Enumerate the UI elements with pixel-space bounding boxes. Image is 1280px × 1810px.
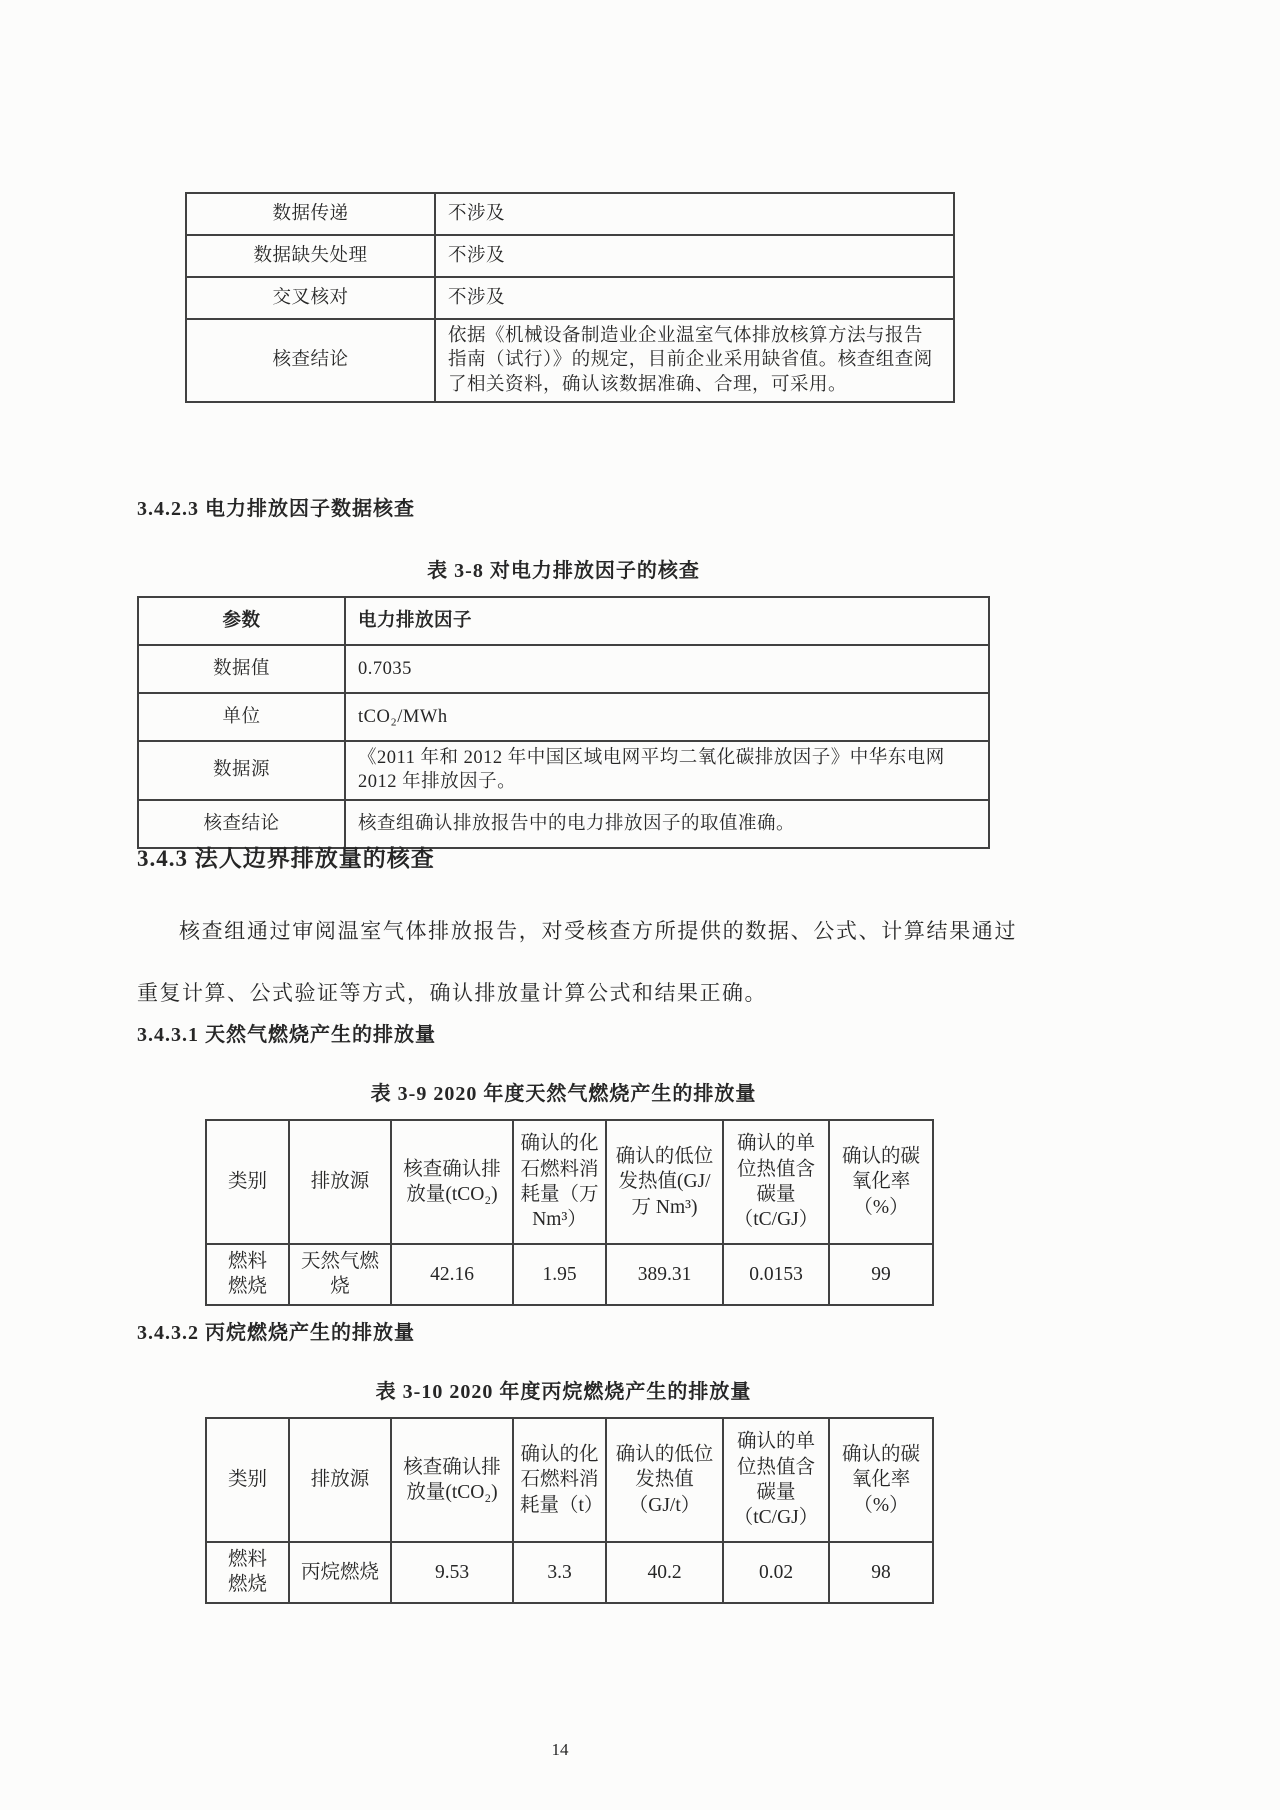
- header-cell: 参数: [138, 597, 345, 645]
- section-heading-3-4-3: 3.4.3 法人边界排放量的核查: [137, 846, 435, 871]
- table-cell: 燃料燃烧: [206, 1244, 289, 1305]
- table-header-row: [138, 597, 989, 645]
- row-value: 不涉及: [435, 193, 954, 235]
- table-cell: 9.53: [391, 1542, 513, 1603]
- header-cell: 电力排放因子: [345, 597, 989, 645]
- table-cell: 99: [829, 1244, 933, 1305]
- table-3-9-caption: 表 3-9 2020 年度天然气燃烧产生的排放量: [370, 1083, 757, 1105]
- header-cell: 类别: [206, 1120, 289, 1244]
- table-cell: 0.0153: [723, 1244, 829, 1305]
- row-label: 数据缺失处理: [186, 235, 435, 277]
- header-cell: 确认的单位热值含碳量（tC/GJ）: [723, 1120, 829, 1244]
- section-heading-3-4-3-1: 3.4.3.1 天然气燃烧产生的排放量: [137, 1024, 436, 1046]
- section-heading-3-4-2-3: 3.4.2.3 电力排放因子数据核查: [137, 498, 415, 520]
- row-label: 数据传递: [186, 193, 435, 235]
- header-cell: 确认的化石燃料消耗量（万 Nm³）: [513, 1120, 606, 1244]
- row-label: 核查结论: [138, 800, 345, 848]
- table-3-8-caption: 表 3-8 对电力排放因子的核查: [427, 560, 700, 582]
- table-row: [186, 193, 954, 235]
- section-heading-3-4-3-2: 3.4.3.2 丙烷燃烧产生的排放量: [137, 1322, 415, 1344]
- table-row: [138, 741, 989, 800]
- row-value: 0.7035: [345, 645, 989, 693]
- header-cell: 排放源: [289, 1120, 391, 1244]
- natural-gas-emission-table: [205, 1119, 934, 1306]
- page-number: 14: [551, 1740, 569, 1759]
- row-label: 核查结论: [186, 319, 435, 402]
- header-cell: 排放源: [289, 1418, 391, 1542]
- row-label: 单位: [138, 693, 345, 741]
- header-cell: 确认的单位热值含碳量（tC/GJ）: [723, 1418, 829, 1542]
- table-cell: 40.2: [606, 1542, 723, 1603]
- header-cell: 核查确认排放量(tCO₂): [391, 1120, 513, 1244]
- header-cell: 确认的碳氧化率（%）: [829, 1120, 933, 1244]
- table-row: [186, 319, 954, 402]
- table-row: [206, 1244, 933, 1305]
- table-header-row: [206, 1418, 933, 1542]
- row-value: 不涉及: [435, 235, 954, 277]
- table-cell: 42.16: [391, 1244, 513, 1305]
- table-cell: 389.31: [606, 1244, 723, 1305]
- table-cell: 丙烷燃烧: [289, 1542, 391, 1603]
- table-cell: 天然气燃烧: [289, 1244, 391, 1305]
- table-3-10-caption: 表 3-10 2020 年度丙烷燃烧产生的排放量: [375, 1381, 752, 1403]
- row-value: 依据《机械设备制造业企业温室气体排放核算方法与报告指南（试行）》的规定，目前企业采用缺省值。核查组查阅了相关资料，确认该数据准确、合理，可采用。: [435, 319, 954, 402]
- table-cell: 1.95: [513, 1244, 606, 1305]
- header-cell: 确认的低位发热值（GJ/t）: [606, 1418, 723, 1542]
- table-cell: 0.02: [723, 1542, 829, 1603]
- row-label: 数据源: [138, 741, 345, 800]
- header-cell: 确认的碳氧化率（%）: [829, 1418, 933, 1542]
- table-row: [138, 645, 989, 693]
- table-row: [186, 235, 954, 277]
- data-quality-table-continued: [185, 192, 955, 403]
- header-cell: 类别: [206, 1418, 289, 1542]
- header-cell: 确认的化石燃料消耗量（t）: [513, 1418, 606, 1542]
- table-cell: 燃料燃烧: [206, 1542, 289, 1603]
- table-header-row: [206, 1120, 933, 1244]
- body-paragraph: 核查组通过审阅温室气体排放报告，对受核查方所提供的数据、公式、计算结果通过重复计算、公式验证等方式，确认排放量计算公式和结果正确。: [137, 919, 1017, 1005]
- row-value: 核查组确认排放报告中的电力排放因子的取值准确。: [345, 800, 989, 848]
- table-row: [138, 693, 989, 741]
- row-value: 《2011 年和 2012 年中国区域电网平均二氧化碳排放因子》中华东电网 2012 年排放因子。: [345, 741, 989, 800]
- header-cell: 确认的低位发热值(GJ/万 Nm³): [606, 1120, 723, 1244]
- header-cell: 核查确认排放量(tCO₂): [391, 1418, 513, 1542]
- propane-emission-table: [205, 1417, 934, 1604]
- table-cell: 3.3: [513, 1542, 606, 1603]
- table-cell: 98: [829, 1542, 933, 1603]
- row-value: 不涉及: [435, 277, 954, 319]
- row-label: 数据值: [138, 645, 345, 693]
- table-row: [186, 277, 954, 319]
- row-value: tCO₂/MWh: [345, 693, 989, 741]
- table-row: [206, 1542, 933, 1603]
- power-emission-factor-table: [137, 596, 990, 849]
- row-label: 交叉核对: [186, 277, 435, 319]
